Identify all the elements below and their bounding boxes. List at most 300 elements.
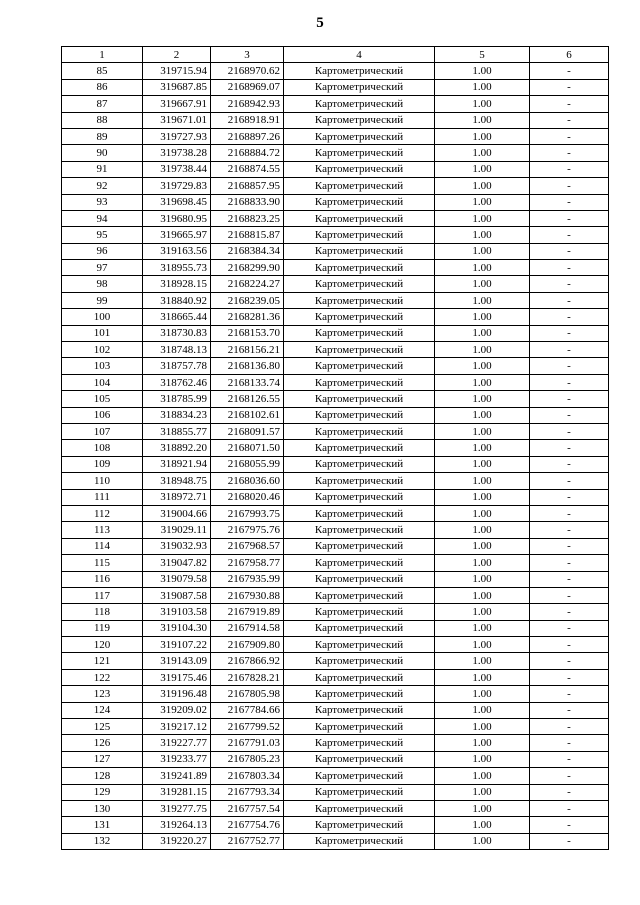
cell-note: - (530, 243, 609, 259)
cell-accuracy: 1.00 (435, 587, 530, 603)
cell-accuracy: 1.00 (435, 161, 530, 177)
table-row (62, 63, 609, 79)
cell-x-coordinate: 318892.20 (143, 440, 211, 456)
cell-accuracy: 1.00 (435, 210, 530, 226)
cell-x-coordinate: 319079.58 (143, 571, 211, 587)
cell-note: - (530, 145, 609, 161)
table-row (62, 423, 609, 439)
cell-accuracy: 1.00 (435, 440, 530, 456)
cell-point-number: 107 (62, 423, 143, 439)
cell-x-coordinate: 318757.78 (143, 358, 211, 374)
cell-x-coordinate: 319738.44 (143, 161, 211, 177)
cell-note: - (530, 555, 609, 571)
cell-y-coordinate: 2168942.93 (211, 96, 284, 112)
cell-accuracy: 1.00 (435, 800, 530, 816)
cell-point-number: 114 (62, 538, 143, 554)
cell-accuracy: 1.00 (435, 194, 530, 210)
cell-method: Картометрический (284, 456, 435, 472)
table-header (62, 47, 609, 63)
table-row (62, 243, 609, 259)
cell-x-coordinate: 319729.83 (143, 178, 211, 194)
cell-method: Картометрический (284, 669, 435, 685)
cell-accuracy: 1.00 (435, 79, 530, 95)
cell-accuracy: 1.00 (435, 473, 530, 489)
cell-method: Картометрический (284, 96, 435, 112)
cell-y-coordinate: 2167866.92 (211, 653, 284, 669)
cell-method: Картометрический (284, 587, 435, 603)
cell-point-number: 100 (62, 309, 143, 325)
cell-point-number: 111 (62, 489, 143, 505)
cell-note: - (530, 440, 609, 456)
cell-point-number: 115 (62, 555, 143, 571)
cell-method: Картометрический (284, 751, 435, 767)
cell-accuracy: 1.00 (435, 538, 530, 554)
cell-x-coordinate: 319233.77 (143, 751, 211, 767)
cell-accuracy: 1.00 (435, 96, 530, 112)
cell-accuracy: 1.00 (435, 686, 530, 702)
cell-x-coordinate: 318730.83 (143, 325, 211, 341)
table-row (62, 702, 609, 718)
cell-point-number: 118 (62, 604, 143, 620)
cell-point-number: 90 (62, 145, 143, 161)
cell-x-coordinate: 318762.46 (143, 374, 211, 390)
table-row (62, 440, 609, 456)
cell-method: Картометрический (284, 800, 435, 816)
cell-point-number: 89 (62, 128, 143, 144)
cell-y-coordinate: 2168153.70 (211, 325, 284, 341)
cell-point-number: 93 (62, 194, 143, 210)
cell-y-coordinate: 2167930.88 (211, 587, 284, 603)
cell-accuracy: 1.00 (435, 719, 530, 735)
table-row (62, 538, 609, 554)
header-cell-2: 2 (143, 47, 211, 63)
cell-point-number: 86 (62, 79, 143, 95)
cell-y-coordinate: 2167805.98 (211, 686, 284, 702)
cell-method: Картометрический (284, 686, 435, 702)
cell-note: - (530, 96, 609, 112)
cell-accuracy: 1.00 (435, 768, 530, 784)
cell-point-number: 88 (62, 112, 143, 128)
cell-y-coordinate: 2168102.61 (211, 407, 284, 423)
cell-point-number: 121 (62, 653, 143, 669)
cell-x-coordinate: 319209.02 (143, 702, 211, 718)
cell-point-number: 96 (62, 243, 143, 259)
cell-note: - (530, 817, 609, 833)
cell-note: - (530, 194, 609, 210)
cell-y-coordinate: 2168224.27 (211, 276, 284, 292)
table-row (62, 522, 609, 538)
table-row (62, 145, 609, 161)
cell-y-coordinate: 2168384.34 (211, 243, 284, 259)
table-row (62, 784, 609, 800)
cell-note: - (530, 276, 609, 292)
cell-point-number: 108 (62, 440, 143, 456)
table-row (62, 227, 609, 243)
cell-y-coordinate: 2167914.58 (211, 620, 284, 636)
header-cell-4: 4 (284, 47, 435, 63)
cell-y-coordinate: 2168969.07 (211, 79, 284, 95)
cell-y-coordinate: 2167919.89 (211, 604, 284, 620)
cell-note: - (530, 423, 609, 439)
cell-accuracy: 1.00 (435, 145, 530, 161)
cell-note: - (530, 473, 609, 489)
table-row (62, 571, 609, 587)
cell-note: - (530, 456, 609, 472)
cell-x-coordinate: 318972.71 (143, 489, 211, 505)
table-row (62, 292, 609, 308)
cell-accuracy: 1.00 (435, 620, 530, 636)
cell-accuracy: 1.00 (435, 833, 530, 849)
cell-x-coordinate: 319680.95 (143, 210, 211, 226)
table-row (62, 194, 609, 210)
table-row (62, 637, 609, 653)
cell-x-coordinate: 319104.30 (143, 620, 211, 636)
cell-accuracy: 1.00 (435, 292, 530, 308)
table-row (62, 669, 609, 685)
cell-y-coordinate: 2168281.36 (211, 309, 284, 325)
cell-note: - (530, 325, 609, 341)
table-row (62, 620, 609, 636)
table-row (62, 653, 609, 669)
cell-method: Картометрический (284, 194, 435, 210)
cell-note: - (530, 604, 609, 620)
cell-point-number: 92 (62, 178, 143, 194)
cell-method: Картометрический (284, 112, 435, 128)
cell-y-coordinate: 2167803.34 (211, 768, 284, 784)
cell-point-number: 101 (62, 325, 143, 341)
cell-y-coordinate: 2168136.80 (211, 358, 284, 374)
table-row (62, 391, 609, 407)
cell-accuracy: 1.00 (435, 276, 530, 292)
cell-method: Картометрический (284, 555, 435, 571)
table-row (62, 604, 609, 620)
cell-accuracy: 1.00 (435, 637, 530, 653)
cell-method: Картометрический (284, 79, 435, 95)
cell-point-number: 106 (62, 407, 143, 423)
cell-accuracy: 1.00 (435, 751, 530, 767)
cell-y-coordinate: 2167752.77 (211, 833, 284, 849)
cell-point-number: 102 (62, 342, 143, 358)
cell-method: Картометрический (284, 653, 435, 669)
cell-accuracy: 1.00 (435, 505, 530, 521)
cell-x-coordinate: 318665.44 (143, 309, 211, 325)
cell-x-coordinate: 319665.97 (143, 227, 211, 243)
cell-method: Картометрический (284, 407, 435, 423)
cell-accuracy: 1.00 (435, 669, 530, 685)
cell-note: - (530, 309, 609, 325)
cell-y-coordinate: 2168055.99 (211, 456, 284, 472)
cell-y-coordinate: 2167793.34 (211, 784, 284, 800)
cell-note: - (530, 161, 609, 177)
cell-y-coordinate: 2167993.75 (211, 505, 284, 521)
cell-point-number: 116 (62, 571, 143, 587)
cell-accuracy: 1.00 (435, 489, 530, 505)
cell-x-coordinate: 319241.89 (143, 768, 211, 784)
cell-y-coordinate: 2167757.54 (211, 800, 284, 816)
table-row (62, 128, 609, 144)
header-cell-1: 1 (62, 47, 143, 63)
cell-point-number: 131 (62, 817, 143, 833)
table-row (62, 489, 609, 505)
cell-point-number: 120 (62, 637, 143, 653)
cell-note: - (530, 669, 609, 685)
cell-method: Картометрический (284, 227, 435, 243)
cell-accuracy: 1.00 (435, 653, 530, 669)
cell-y-coordinate: 2168874.55 (211, 161, 284, 177)
cell-x-coordinate: 318855.77 (143, 423, 211, 439)
cell-method: Картометрический (284, 505, 435, 521)
cell-accuracy: 1.00 (435, 817, 530, 833)
cell-accuracy: 1.00 (435, 391, 530, 407)
cell-note: - (530, 571, 609, 587)
cell-note: - (530, 620, 609, 636)
table-row (62, 260, 609, 276)
cell-point-number: 94 (62, 210, 143, 226)
cell-note: - (530, 63, 609, 79)
cell-method: Картометрический (284, 571, 435, 587)
table-row (62, 325, 609, 341)
cell-method: Картометрический (284, 374, 435, 390)
cell-method: Картометрический (284, 473, 435, 489)
cell-y-coordinate: 2167975.76 (211, 522, 284, 538)
cell-x-coordinate: 319217.12 (143, 719, 211, 735)
table-row (62, 817, 609, 833)
cell-point-number: 122 (62, 669, 143, 685)
cell-x-coordinate: 319715.94 (143, 63, 211, 79)
cell-y-coordinate: 2168020.46 (211, 489, 284, 505)
cell-x-coordinate: 319103.58 (143, 604, 211, 620)
cell-method: Картометрический (284, 604, 435, 620)
cell-x-coordinate: 319220.27 (143, 833, 211, 849)
cell-point-number: 125 (62, 719, 143, 735)
cell-x-coordinate: 319175.46 (143, 669, 211, 685)
cell-y-coordinate: 2167805.23 (211, 751, 284, 767)
cell-note: - (530, 79, 609, 95)
table-row (62, 735, 609, 751)
cell-x-coordinate: 318955.73 (143, 260, 211, 276)
table-row (62, 407, 609, 423)
table-row (62, 358, 609, 374)
cell-method: Картометрический (284, 342, 435, 358)
cell-y-coordinate: 2168091.57 (211, 423, 284, 439)
header-cell-5: 5 (435, 47, 530, 63)
cell-y-coordinate: 2168071.50 (211, 440, 284, 456)
cell-point-number: 105 (62, 391, 143, 407)
cell-accuracy: 1.00 (435, 423, 530, 439)
cell-point-number: 127 (62, 751, 143, 767)
cell-accuracy: 1.00 (435, 358, 530, 374)
cell-accuracy: 1.00 (435, 260, 530, 276)
cell-method: Картометрический (284, 522, 435, 538)
cell-x-coordinate: 318840.92 (143, 292, 211, 308)
cell-x-coordinate: 319738.28 (143, 145, 211, 161)
table-row (62, 374, 609, 390)
cell-method: Картометрический (284, 719, 435, 735)
cell-method: Картометрический (284, 309, 435, 325)
cell-method: Картометрический (284, 702, 435, 718)
cell-point-number: 104 (62, 374, 143, 390)
table-row (62, 505, 609, 521)
table-row (62, 309, 609, 325)
cell-y-coordinate: 2168036.60 (211, 473, 284, 489)
cell-x-coordinate: 319143.09 (143, 653, 211, 669)
cell-y-coordinate: 2168239.05 (211, 292, 284, 308)
cell-accuracy: 1.00 (435, 178, 530, 194)
cell-accuracy: 1.00 (435, 456, 530, 472)
header-row (62, 47, 609, 63)
table-row (62, 555, 609, 571)
cell-note: - (530, 178, 609, 194)
cell-x-coordinate: 319196.48 (143, 686, 211, 702)
cell-y-coordinate: 2167968.57 (211, 538, 284, 554)
table-row (62, 210, 609, 226)
cell-method: Картометрический (284, 325, 435, 341)
cell-point-number: 99 (62, 292, 143, 308)
cell-point-number: 109 (62, 456, 143, 472)
cell-method: Картометрический (284, 210, 435, 226)
cell-note: - (530, 522, 609, 538)
cell-y-coordinate: 2167784.66 (211, 702, 284, 718)
cell-accuracy: 1.00 (435, 702, 530, 718)
cell-method: Картометрический (284, 128, 435, 144)
page-number: 5 (316, 15, 324, 31)
cell-x-coordinate: 319107.22 (143, 637, 211, 653)
cell-note: - (530, 210, 609, 226)
cell-note: - (530, 768, 609, 784)
cell-x-coordinate: 318948.75 (143, 473, 211, 489)
table-row (62, 473, 609, 489)
cell-point-number: 98 (62, 276, 143, 292)
cell-x-coordinate: 319032.93 (143, 538, 211, 554)
cell-point-number: 119 (62, 620, 143, 636)
cell-note: - (530, 686, 609, 702)
cell-method: Картометрический (284, 276, 435, 292)
header-cell-3: 3 (211, 47, 284, 63)
cell-y-coordinate: 2167799.52 (211, 719, 284, 735)
cell-y-coordinate: 2167754.76 (211, 817, 284, 833)
table-row (62, 768, 609, 784)
cell-method: Картометрический (284, 620, 435, 636)
cell-method: Картометрический (284, 423, 435, 439)
cell-method: Картометрический (284, 243, 435, 259)
cell-note: - (530, 587, 609, 603)
cell-note: - (530, 227, 609, 243)
table-row (62, 161, 609, 177)
cell-point-number: 124 (62, 702, 143, 718)
cell-point-number: 95 (62, 227, 143, 243)
cell-point-number: 126 (62, 735, 143, 751)
cell-note: - (530, 112, 609, 128)
cell-accuracy: 1.00 (435, 63, 530, 79)
cell-x-coordinate: 319727.93 (143, 128, 211, 144)
cell-x-coordinate: 318834.23 (143, 407, 211, 423)
cell-method: Картометрический (284, 391, 435, 407)
cell-point-number: 112 (62, 505, 143, 521)
cell-y-coordinate: 2167909.80 (211, 637, 284, 653)
table-row (62, 719, 609, 735)
cell-accuracy: 1.00 (435, 374, 530, 390)
cell-accuracy: 1.00 (435, 325, 530, 341)
table-row (62, 112, 609, 128)
cell-accuracy: 1.00 (435, 735, 530, 751)
cell-method: Картометрический (284, 161, 435, 177)
table-row (62, 587, 609, 603)
cell-x-coordinate: 319227.77 (143, 735, 211, 751)
cell-x-coordinate: 319163.56 (143, 243, 211, 259)
cell-note: - (530, 719, 609, 735)
cell-method: Картометрический (284, 817, 435, 833)
cell-point-number: 85 (62, 63, 143, 79)
cell-point-number: 130 (62, 800, 143, 816)
cell-y-coordinate: 2168918.91 (211, 112, 284, 128)
cell-method: Картометрический (284, 768, 435, 784)
cell-note: - (530, 702, 609, 718)
cell-x-coordinate: 319087.58 (143, 587, 211, 603)
table-row (62, 686, 609, 702)
cell-method: Картометрический (284, 145, 435, 161)
cell-method: Картометрический (284, 735, 435, 751)
cell-note: - (530, 374, 609, 390)
table-row (62, 833, 609, 849)
cell-method: Картометрический (284, 784, 435, 800)
cell-point-number: 129 (62, 784, 143, 800)
cell-accuracy: 1.00 (435, 227, 530, 243)
cell-x-coordinate: 319004.66 (143, 505, 211, 521)
cell-note: - (530, 260, 609, 276)
cell-y-coordinate: 2168815.87 (211, 227, 284, 243)
coordinates-table (61, 46, 609, 850)
cell-method: Картометрический (284, 489, 435, 505)
cell-note: - (530, 784, 609, 800)
cell-point-number: 97 (62, 260, 143, 276)
cell-point-number: 132 (62, 833, 143, 849)
header-cell-6: 6 (530, 47, 609, 63)
cell-x-coordinate: 318921.94 (143, 456, 211, 472)
cell-point-number: 103 (62, 358, 143, 374)
cell-x-coordinate: 318928.15 (143, 276, 211, 292)
cell-y-coordinate: 2168857.95 (211, 178, 284, 194)
cell-method: Картометрический (284, 538, 435, 554)
cell-accuracy: 1.00 (435, 243, 530, 259)
cell-x-coordinate: 319277.75 (143, 800, 211, 816)
cell-y-coordinate: 2168156.21 (211, 342, 284, 358)
cell-y-coordinate: 2167791.03 (211, 735, 284, 751)
cell-note: - (530, 292, 609, 308)
cell-method: Картометрический (284, 178, 435, 194)
cell-note: - (530, 800, 609, 816)
cell-point-number: 117 (62, 587, 143, 603)
cell-x-coordinate: 319029.11 (143, 522, 211, 538)
cell-note: - (530, 407, 609, 423)
cell-note: - (530, 653, 609, 669)
cell-accuracy: 1.00 (435, 604, 530, 620)
cell-note: - (530, 751, 609, 767)
table-row (62, 276, 609, 292)
cell-y-coordinate: 2168970.62 (211, 63, 284, 79)
cell-note: - (530, 735, 609, 751)
cell-x-coordinate: 318785.99 (143, 391, 211, 407)
cell-accuracy: 1.00 (435, 784, 530, 800)
cell-point-number: 91 (62, 161, 143, 177)
cell-y-coordinate: 2168833.90 (211, 194, 284, 210)
cell-point-number: 123 (62, 686, 143, 702)
cell-note: - (530, 637, 609, 653)
cell-method: Картометрический (284, 637, 435, 653)
cell-y-coordinate: 2168897.26 (211, 128, 284, 144)
cell-x-coordinate: 319667.91 (143, 96, 211, 112)
cell-note: - (530, 489, 609, 505)
cell-x-coordinate: 318748.13 (143, 342, 211, 358)
